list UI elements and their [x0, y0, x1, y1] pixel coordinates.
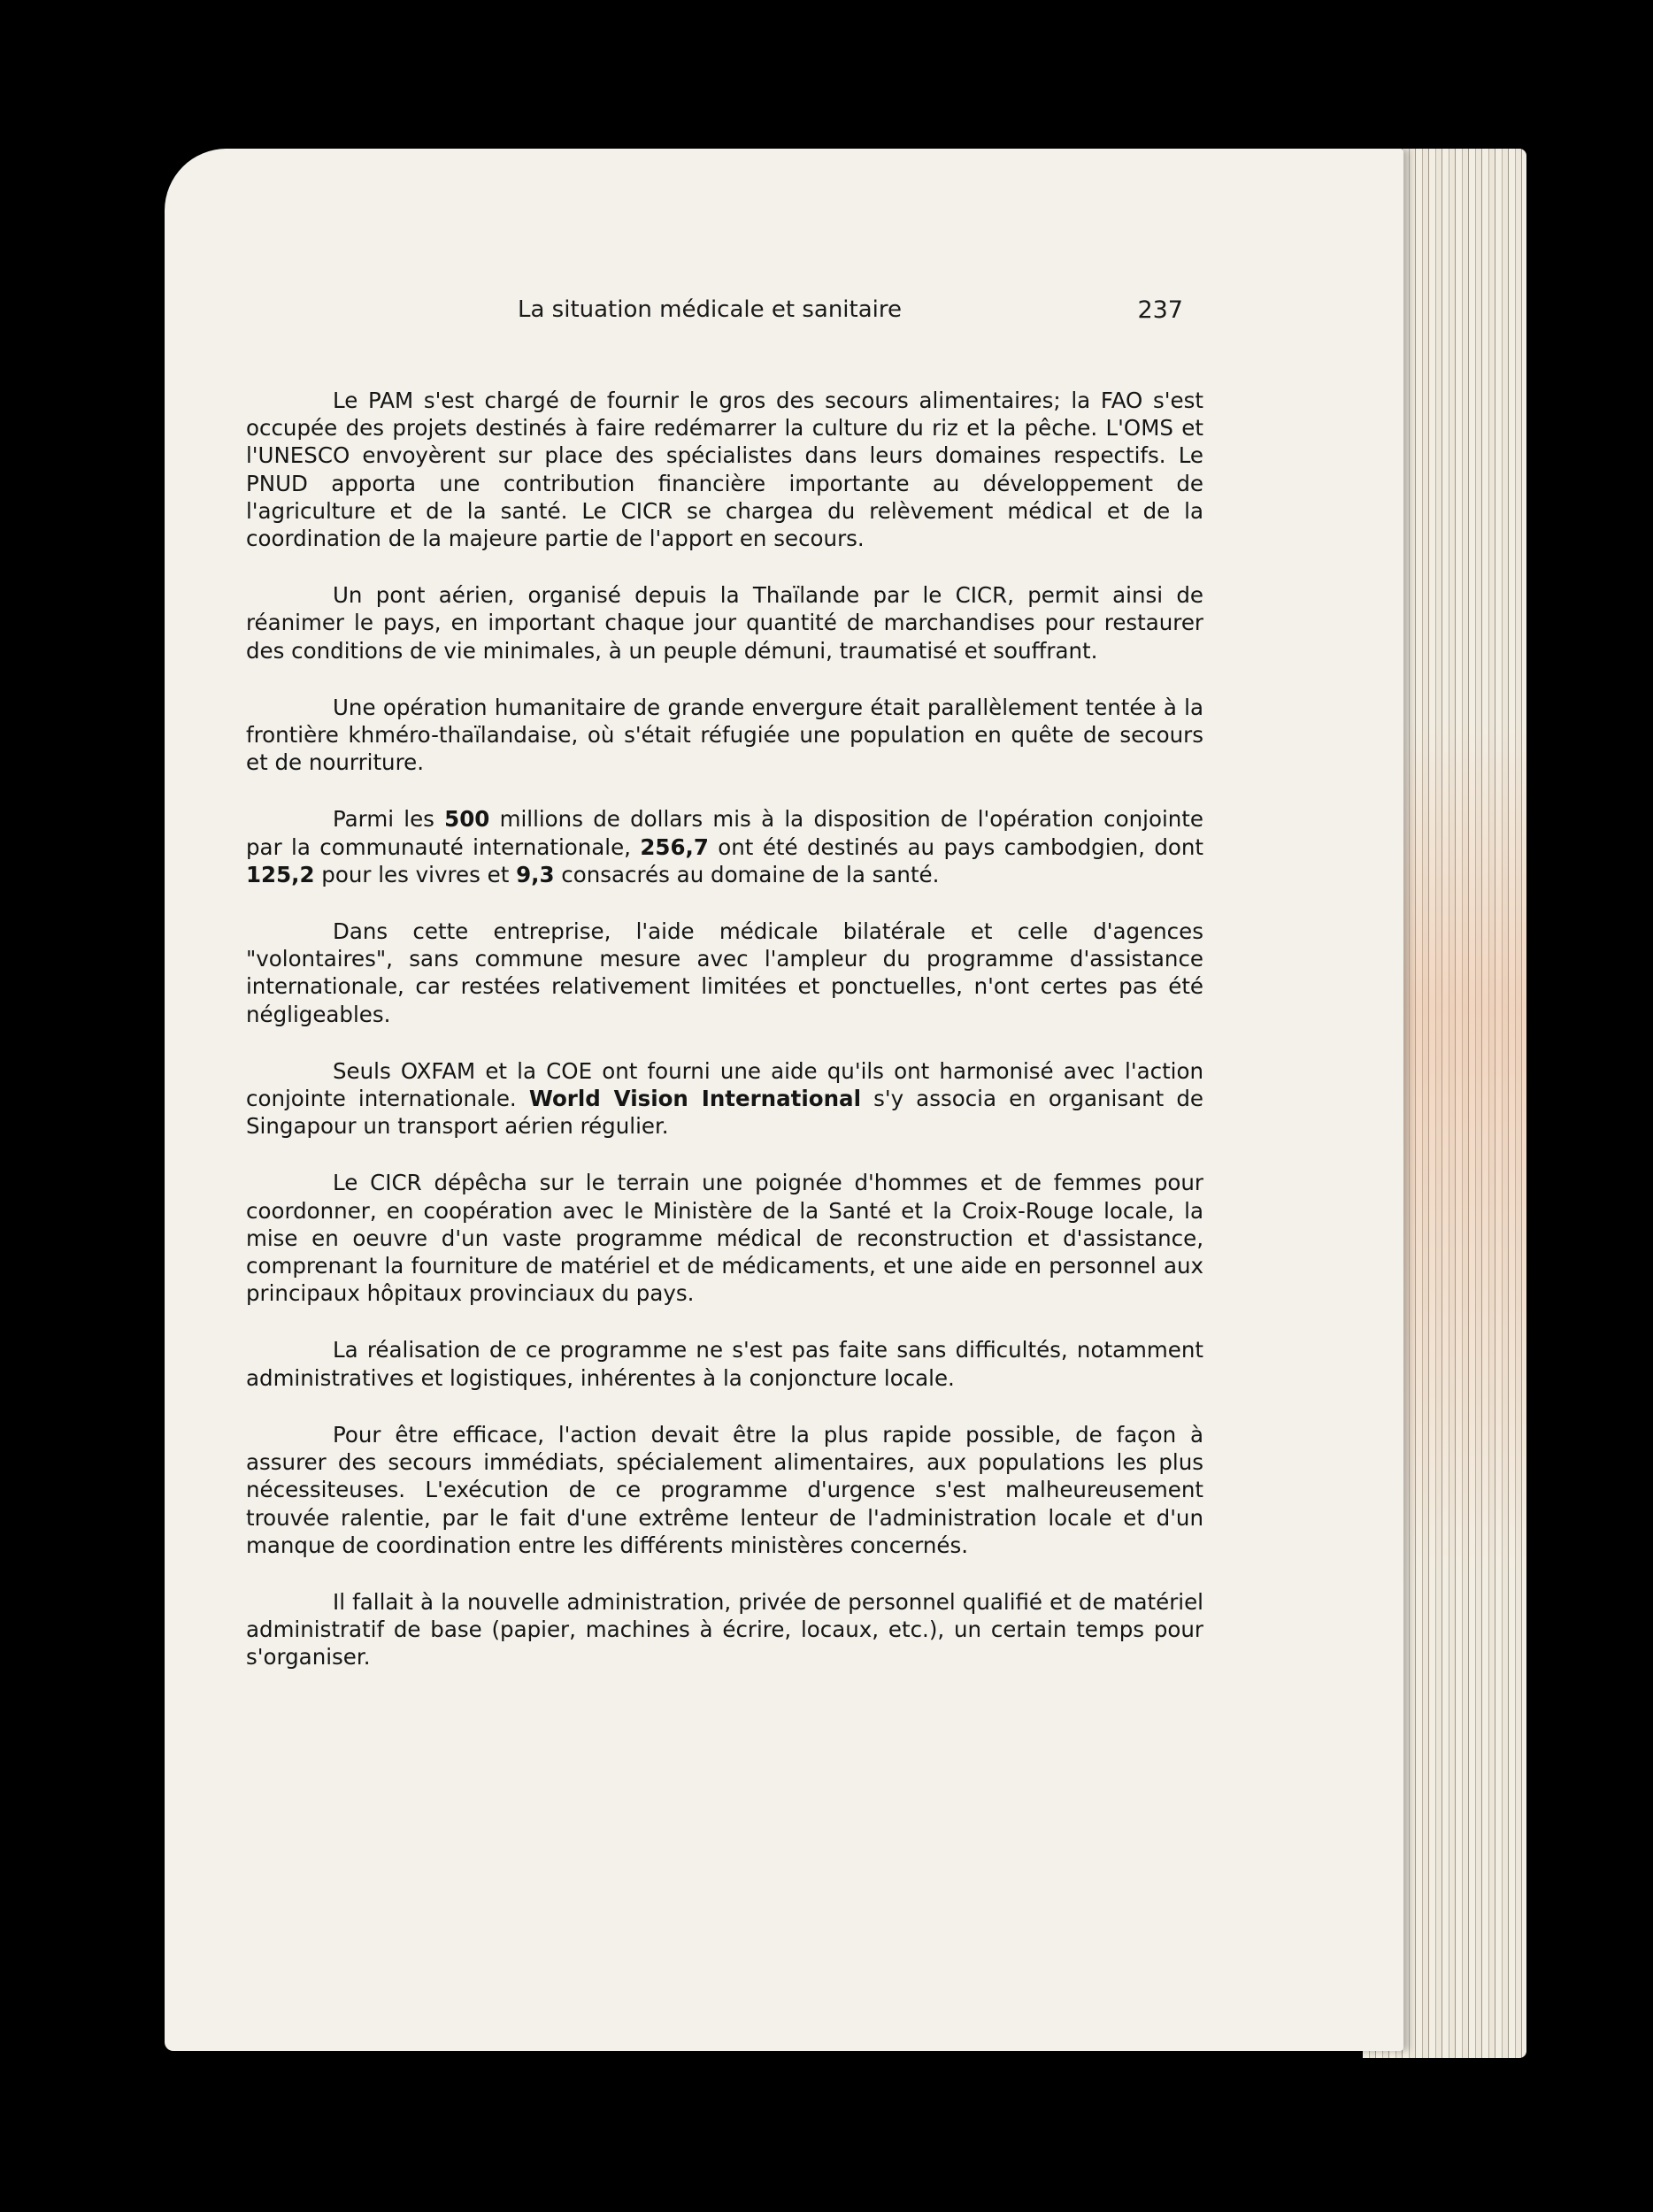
paragraph-6 [246, 1057, 1203, 1141]
paragraph-4-text: pour les vivres et [314, 861, 517, 887]
organization-name: World Vision International [528, 1086, 861, 1112]
page-number: 237 [1137, 296, 1183, 324]
amount-health: 9,3 [516, 861, 555, 887]
paragraph-3: Une opération humanitaire de grande envergure était parallèlement tentée à la frontière khméro-thaïlandaise, où s'était réfugiée une population en quête de secours et de nourriture. [246, 694, 1203, 776]
amount-cambodia: 256,7 [640, 833, 709, 860]
paragraph-4-text: millions de dollars mis à la disposition de l'opération conjointe par la communauté internationale, [246, 806, 1203, 860]
body-text [246, 387, 1203, 1701]
paragraph-4 [246, 805, 1203, 888]
paragraph-2: Un pont aérien, organisé depuis la Thaïlande par le CICR, permit ainsi de réanimer le pays, en important chaque jour quantité de marchandises pour restaurer des conditions de vie minimales, à un peuple démuni, traumatisé et souffrant. [246, 582, 1203, 664]
amount-food: 125,2 [246, 861, 315, 887]
paragraph-6-text: Seuls OXFAM et la COE ont fourni une aide qu'ils ont harmonisé avec l'action conjointe internationale. [246, 1057, 1203, 1112]
paragraph-10: Il fallait à la nouvelle administration, privée de personnel qualifié et de matériel administratif de base (papier, machines à écrire, locaux, etc.), un certain temps pour s'organiser. [246, 1588, 1203, 1671]
paragraph-1: Le PAM s'est chargé de fournir le gros des secours alimentaires; la FAO s'est occupée des projets destinés à faire redémarrer la culture du riz et la pêche. L'OMS et l'UNESCO envoyèrent sur place des spécialistes dans leurs domaines respectifs. Le PNUD apporta une contribution financière importante au développement de l'agriculture et de la santé. Le CICR se chargea du relèvement médical et de la coordination de la majeure partie de l'apport en secours. [246, 388, 1203, 552]
amount-total: 500 [444, 806, 490, 833]
paragraph-4-text: consacrés au domaine de la santé. [554, 861, 940, 887]
paragraph-7: Le CICR dépêcha sur le terrain une poignée d'hommes et de femmes pour coordonner, en coopération avec le Ministère de la Santé et la Croix-Rouge locale, la mise en oeuvre d'un vaste programme médical de reconstruction et d'assistance, comprenant la fourniture de matériel et de médicaments, et une aide en personnel aux principaux hôpitaux provinciaux du pays. [246, 1170, 1203, 1307]
running-title: La situation médicale et sanitaire [518, 296, 902, 323]
page-header [351, 296, 1183, 332]
paragraph-4-text: ont été destinés au pays cambodgien, dont [708, 833, 1204, 860]
paragraph-4-text: Parmi les [333, 806, 445, 833]
paragraph-9: Pour être efficace, l'action devait être la plus rapide possible, de façon à assurer des secours immédiats, spécialement alimentaires, aux populations les plus nécessiteuses. L'exécution de ce programme d'urgence s'est malheureusement trouvée ralentie, par le fait d'une extrême lenteur de l'administration locale et d'un manque de coordination entre les différents ministères concernés. [246, 1421, 1203, 1558]
paragraph-8: La réalisation de ce programme ne s'est pas faite sans difficultés, notamment administratives et logistiques, inhérentes à la conjoncture locale. [246, 1337, 1203, 1391]
paragraph-6-text: s'y associa en organisant de Singapour un transport aérien régulier. [246, 1086, 1203, 1140]
paragraph-5: Dans cette entreprise, l'aide médicale bilatérale et celle d'agences "volontaires", sans commune mesure avec l'ampleur du programme d'assistance internationale, car restées relativement limitées et ponctuelles, n'ont certes pas été négligeables. [246, 918, 1203, 1027]
